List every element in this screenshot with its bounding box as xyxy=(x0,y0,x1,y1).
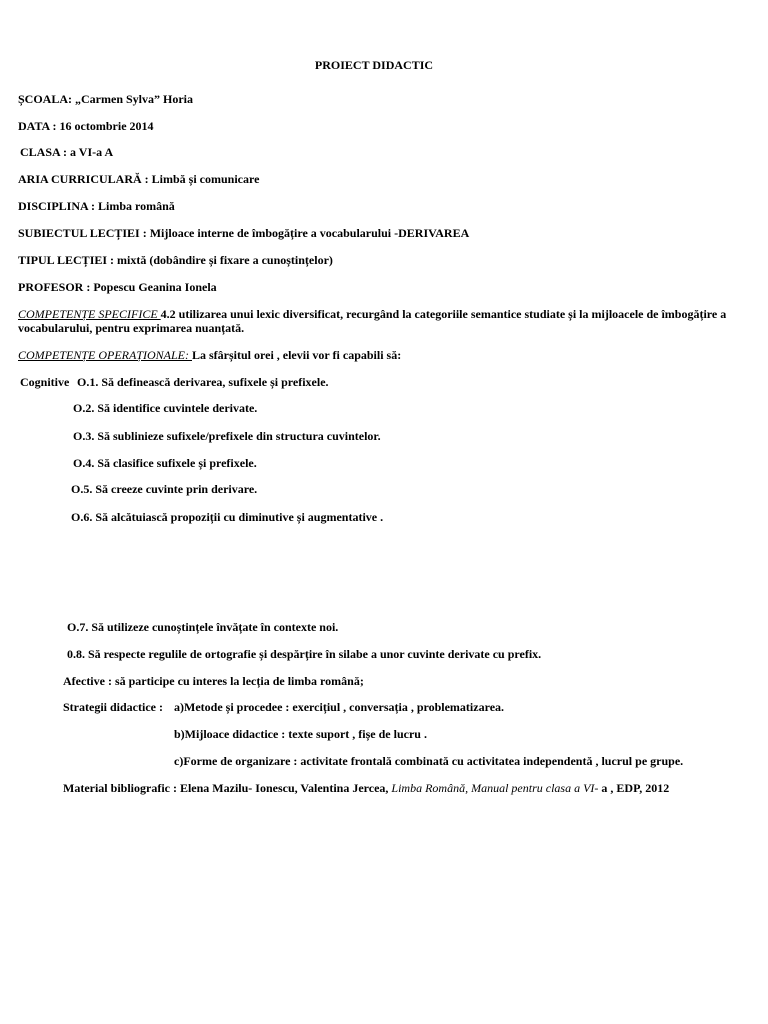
bibliography-authors: Material bibliografic : Elena Mazilu- Ionescu, Valentina Jercea, xyxy=(63,781,392,795)
bibliography-line xyxy=(63,781,669,795)
bibliography-title: Limba Română, Manual pentru clasa a VI- xyxy=(391,781,602,795)
objective-6: O.6. Să alcătuiască propoziții cu diminutive și augmentative . xyxy=(71,510,384,524)
strategies-organization: c)Forme de organizare : activitate frontală combinată cu activitatea independentă , lucrul pe grupe. xyxy=(174,754,684,768)
strategies-methods: a)Metode și procedee : exercițiul , conversația , problematizarea. xyxy=(174,700,505,714)
objective-1: O.1. Să definească derivarea, sufixele și prefixele. xyxy=(77,375,329,389)
operational-competences xyxy=(18,348,401,362)
specific-competences-label: COMPETENȚE SPECIFICE xyxy=(18,307,161,321)
school-line: ȘCOALA: „Carmen Sylva” Horia xyxy=(18,92,193,106)
objective-7: O.7. Să utilizeze cunoștințele învățate în contexte noi. xyxy=(67,620,339,634)
lesson-type-line: TIPUL LECȚIEI : mixtă (dobândire și fixare a cunoștințelor) xyxy=(18,253,333,267)
operational-competences-text: La sfârșitul orei , elevii vor fi capabili să: xyxy=(192,348,402,362)
strategies-label: Strategii didactice : xyxy=(63,700,163,714)
curricular-area-line: ARIA CURRICULARĂ : Limbă și comunicare xyxy=(18,172,260,186)
date-line: DATA : 16 octombrie 2014 xyxy=(18,119,154,133)
affective-line: Afective : să participe cu interes la lecția de limba română; xyxy=(63,674,364,688)
operational-competences-label: COMPETENȚE OPERAȚIONALE: xyxy=(18,348,192,362)
objective-8: 0.8. Să respecte regulile de ortografie și despărțire în silabe a unor cuvinte derivate cu prefix. xyxy=(67,647,542,661)
strategies-means: b)Mijloace didactice : texte suport , fișe de lucru . xyxy=(174,727,427,741)
page-title: PROIECT DIDACTIC xyxy=(314,58,434,72)
bibliography-publisher: a , EDP, 2012 xyxy=(601,781,670,795)
objective-2: O.2. Să identifice cuvintele derivate. xyxy=(73,401,258,415)
specific-competences xyxy=(18,307,738,335)
specific-competences-text: 4.2 utilizarea unui lexic diversificat, recurgând la categoriile semantice studiate și la mijloacele de îmbogățire a vocabularului, pentru exprimarea nuanțată. xyxy=(18,307,727,335)
lesson-subject-line: SUBIECTUL LECȚIEI : Mijloace interne de îmbogățire a vocabularului -DERIVAREA xyxy=(18,226,470,240)
cognitive-label: Cognitive xyxy=(20,375,70,389)
objective-5: O.5. Să creeze cuvinte prin derivare. xyxy=(71,482,258,496)
objective-3: O.3. Să sublinieze sufixele/prefixele din structura cuvintelor. xyxy=(73,429,381,443)
objective-4: O.4. Să clasifice sufixele și prefixele. xyxy=(73,456,257,470)
teacher-line: PROFESOR : Popescu Geanina Ionela xyxy=(18,280,217,294)
discipline-line: DISCIPLINA : Limba română xyxy=(18,199,175,213)
class-line: CLASA : a VI-a A xyxy=(20,145,114,159)
